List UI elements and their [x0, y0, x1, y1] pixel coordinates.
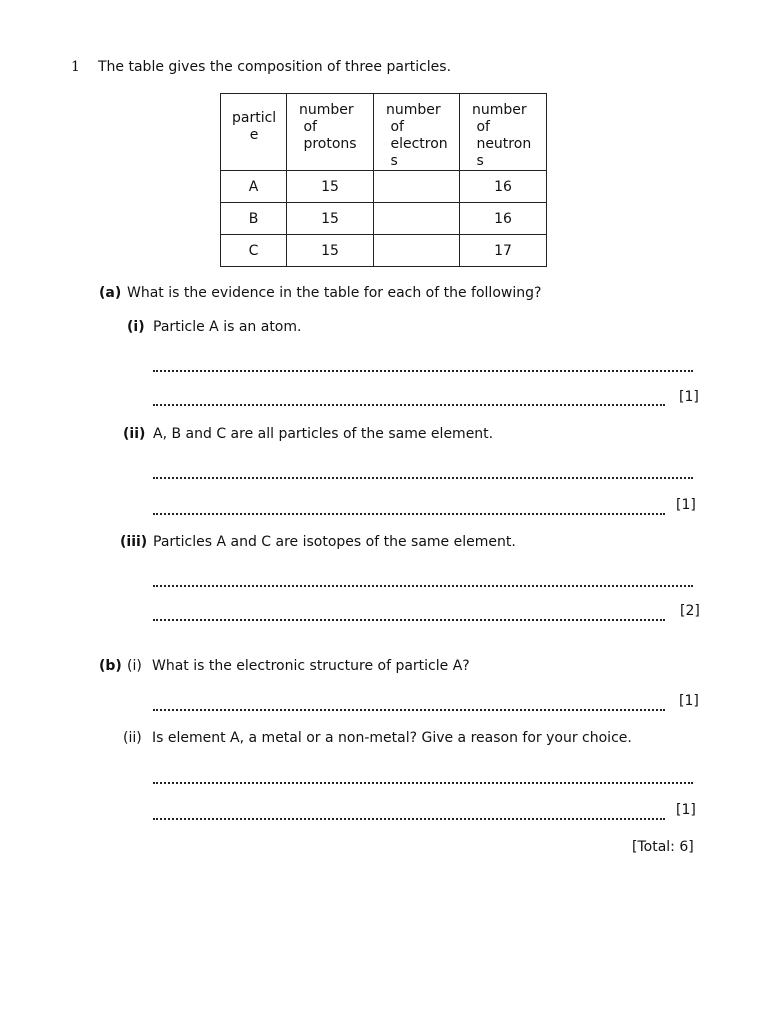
answer-line-b-ii-1[interactable]	[153, 782, 693, 784]
answer-line-a-iii-1[interactable]	[153, 585, 693, 587]
table-cell-blank	[374, 235, 460, 267]
part-b-label: (b)	[99, 658, 122, 674]
table-cell: A	[221, 171, 287, 203]
table-cell: 15	[287, 235, 374, 267]
answer-line-a-ii-1[interactable]	[153, 477, 693, 479]
header-text: e	[249, 127, 259, 143]
header-text: s	[472, 153, 484, 169]
table-cell: 16	[460, 203, 547, 235]
table-row	[221, 235, 547, 267]
table-cell: 16	[460, 171, 547, 203]
part-b-ii-label: (ii)	[123, 730, 142, 746]
part-a-text: What is the evidence in the table for each of the following?	[127, 285, 542, 301]
total-marks: [Total: 6]	[632, 839, 694, 855]
composition-table	[220, 93, 547, 267]
table-row	[221, 171, 547, 203]
table-row	[221, 203, 547, 235]
header-protons	[287, 94, 374, 171]
header-text: number	[386, 102, 441, 118]
answer-line-b-ii-2[interactable]	[153, 818, 665, 820]
marks-a-iii: [2]	[680, 603, 700, 619]
header-text: number	[472, 102, 527, 118]
part-a-ii-label: (ii)	[123, 426, 146, 442]
part-a-i-label: (i)	[127, 319, 145, 335]
header-text: of	[472, 119, 490, 135]
question-number: 1	[71, 59, 80, 75]
table-header-row	[221, 94, 547, 171]
header-text: number	[299, 102, 354, 118]
header-text: s	[386, 153, 398, 169]
part-b-ii-text: Is element A, a metal or a non-metal? Give a reason for your choice.	[152, 730, 632, 746]
part-a-iii-text: Particles A and C are isotopes of the same element.	[153, 534, 516, 550]
answer-line-a-iii-2[interactable]	[153, 619, 665, 621]
header-text: neutron	[472, 136, 532, 152]
header-neutrons	[460, 94, 547, 171]
marks-a-i: [1]	[679, 389, 699, 405]
header-particle	[221, 94, 287, 171]
table-cell: 17	[460, 235, 547, 267]
part-b-i-label: (i)	[127, 658, 142, 674]
question-intro: The table gives the composition of three particles.	[98, 59, 452, 75]
header-text: electron	[386, 136, 448, 152]
header-text: particl	[232, 110, 277, 126]
header-text: of	[386, 119, 404, 135]
part-a-label: (a)	[99, 285, 122, 301]
answer-line-a-i-1[interactable]	[153, 370, 693, 372]
answer-line-a-i-2[interactable]	[153, 404, 665, 406]
part-a-i-text: Particle A is an atom.	[153, 319, 302, 335]
marks-b-ii: [1]	[676, 802, 696, 818]
marks-b-i: [1]	[679, 693, 699, 709]
header-electrons	[374, 94, 460, 171]
header-text: of	[299, 119, 317, 135]
marks-a-ii: [1]	[676, 497, 696, 513]
table-cell-blank	[374, 171, 460, 203]
part-b-i-text: What is the electronic structure of particle A?	[152, 658, 470, 674]
table-cell: 15	[287, 171, 374, 203]
answer-line-a-ii-2[interactable]	[153, 513, 665, 515]
table-cell: B	[221, 203, 287, 235]
table-cell-blank	[374, 203, 460, 235]
table-cell: C	[221, 235, 287, 267]
part-a-ii-text: A, B and C are all particles of the same element.	[153, 426, 494, 442]
part-a-iii-label: (iii)	[120, 534, 148, 550]
answer-line-b-i-1[interactable]	[153, 709, 665, 711]
header-text: protons	[299, 136, 357, 152]
table-cell: 15	[287, 203, 374, 235]
